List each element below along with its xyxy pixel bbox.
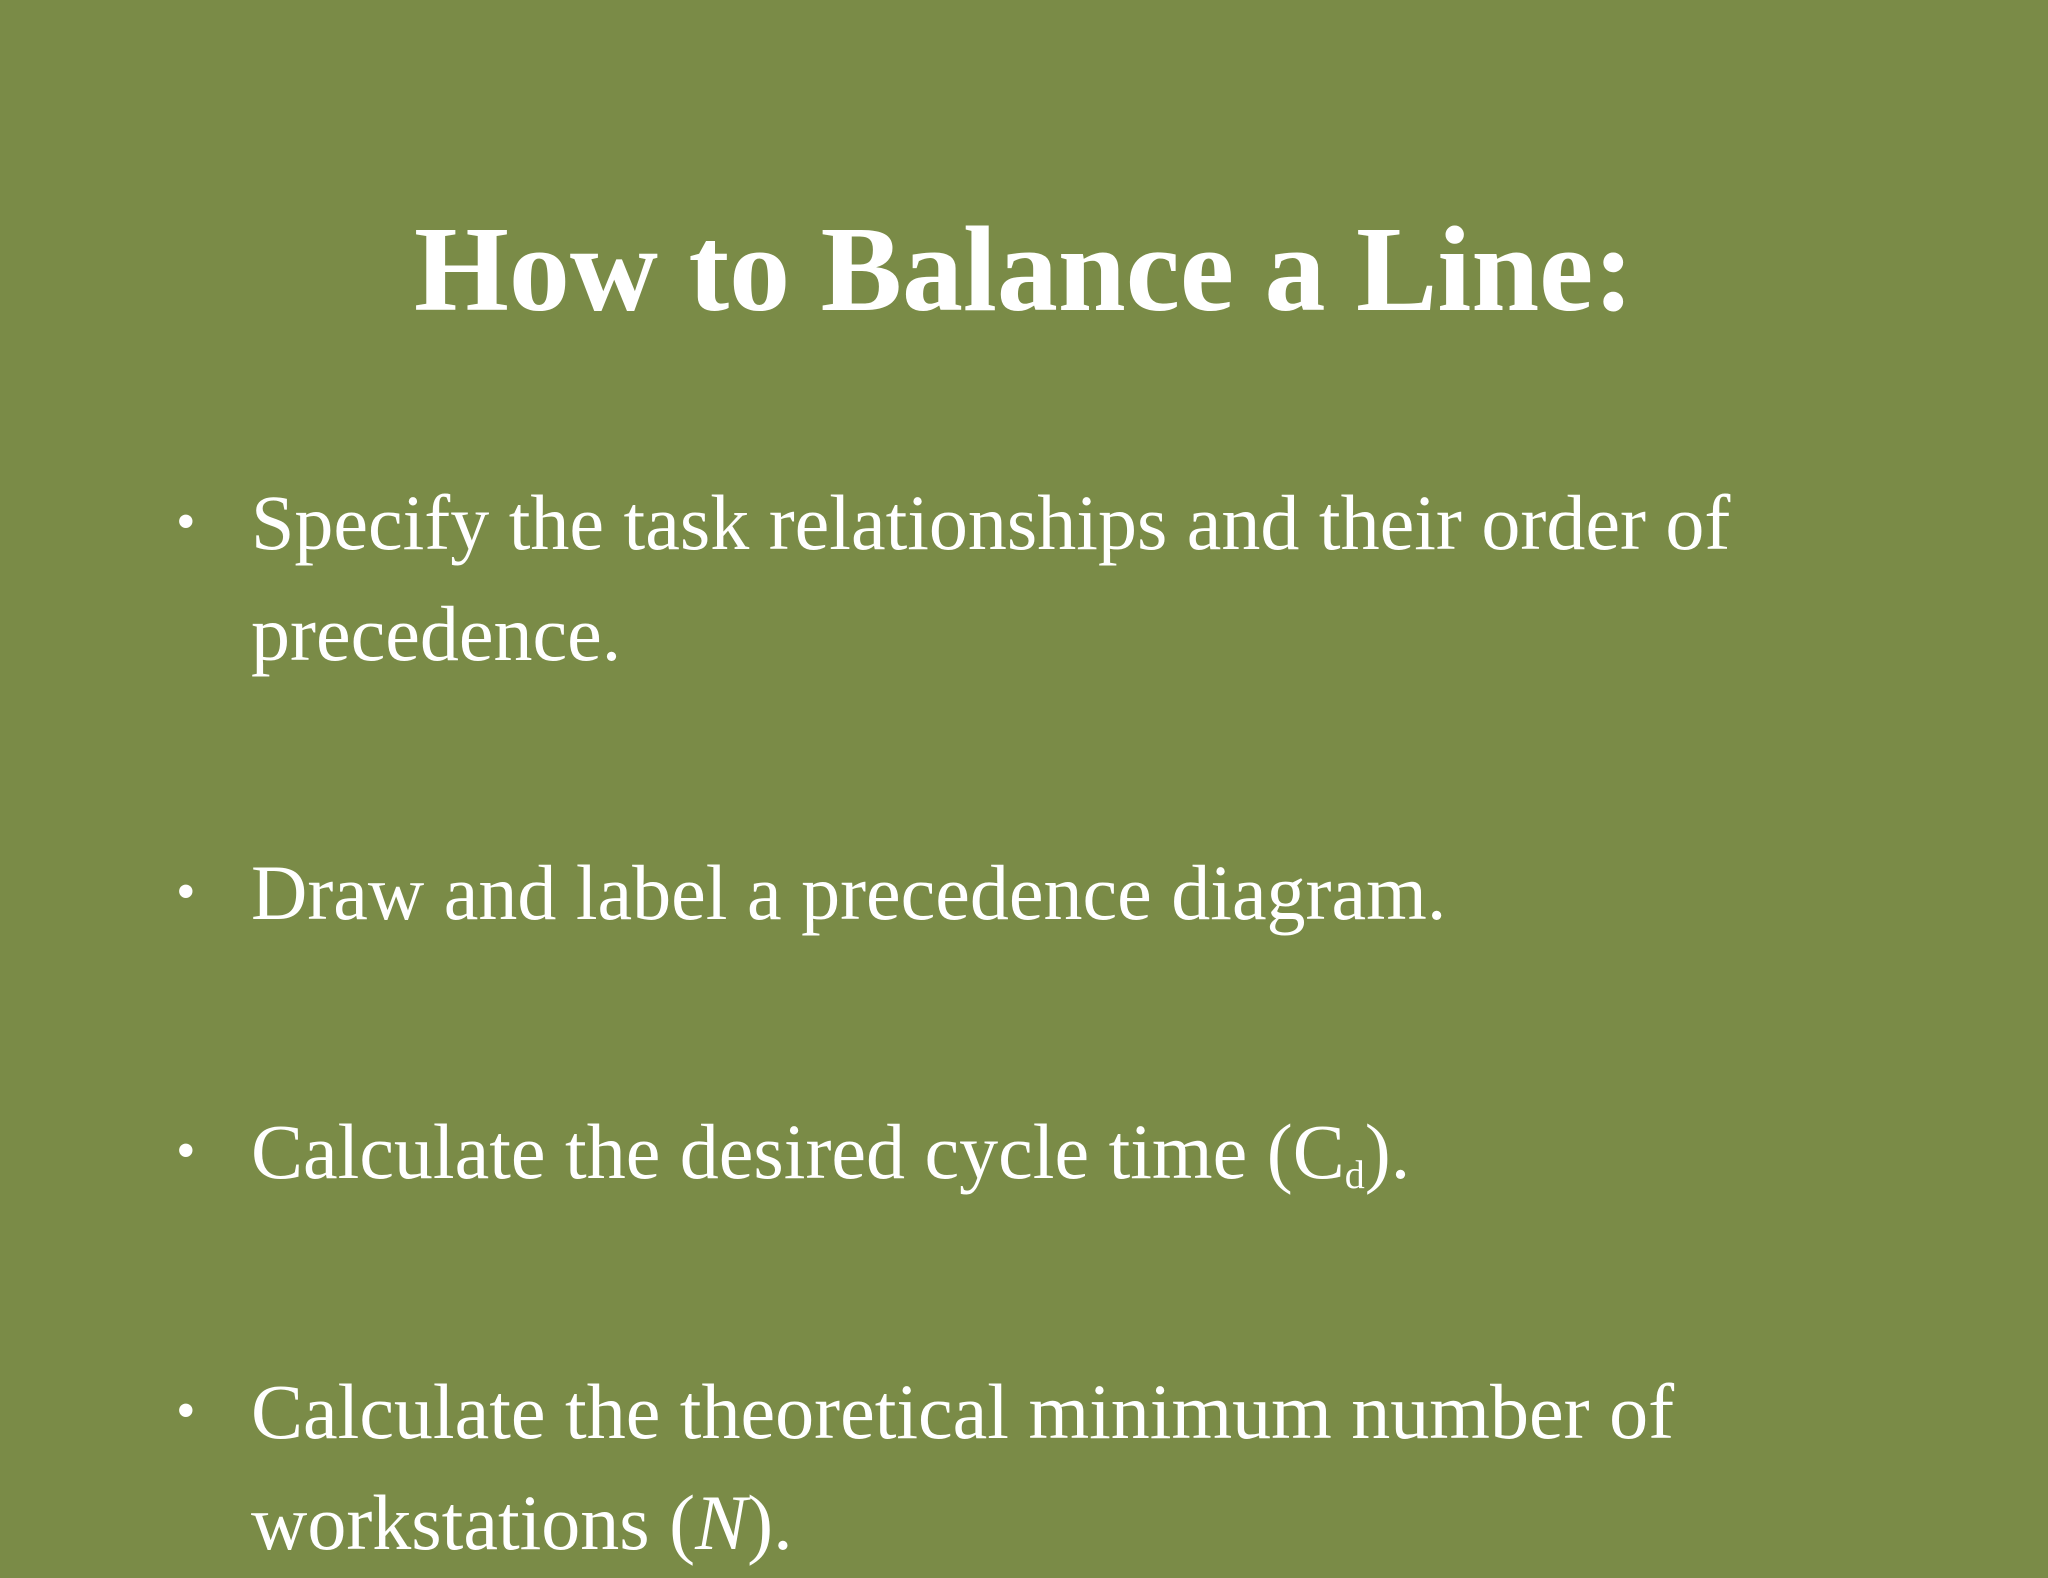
- cycle-time-subscript: d: [1344, 1152, 1365, 1197]
- bullet-text: [251, 1096, 1871, 1207]
- bullet-text-prefix: Calculate the desired cycle time (C: [251, 1108, 1345, 1195]
- bullet-text-suffix: ).: [747, 1479, 793, 1566]
- slide-title: How to Balance a Line:: [414, 202, 1634, 337]
- bullet-marker: •: [176, 1380, 196, 1442]
- workstation-variable: N: [695, 1479, 748, 1566]
- bullet-text: Specify the task relationships and their order of precedence.: [251, 479, 1731, 677]
- bullet-text: Draw and label a precedence diagram.: [251, 849, 1447, 936]
- bullet-marker: •: [176, 861, 196, 923]
- bullet-marker: •: [176, 1120, 196, 1182]
- bullet-text-prefix: Calculate the theoretical minimum number of workstations (: [251, 1368, 1675, 1566]
- bullet-text-suffix: ).: [1364, 1108, 1411, 1195]
- bullet-text: [251, 1356, 1871, 1578]
- bullet-marker: •: [176, 491, 196, 553]
